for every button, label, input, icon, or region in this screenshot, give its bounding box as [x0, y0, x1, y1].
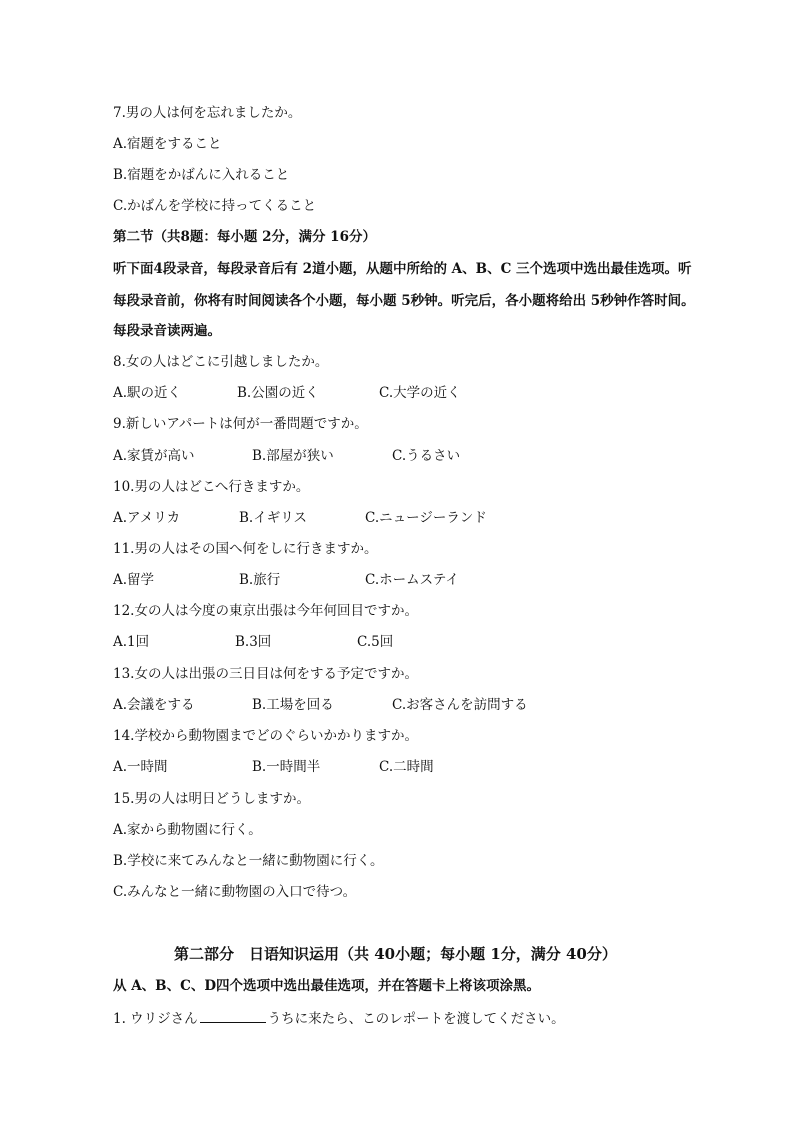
option-15c: C.みんなと一緒に動物園の入口で待つ。	[113, 884, 357, 900]
question-15: 15.男の人は明日どうしますか。	[113, 791, 310, 807]
option-12c: C.5回	[357, 634, 394, 650]
option-11c: C.ホームステイ	[365, 572, 459, 588]
question-7: 7.男の人は何を忘れましたか。	[113, 105, 302, 121]
option-15b: B.学校に来てみんなと一緒に動物園に行く。	[113, 853, 384, 869]
option-9a: A.家賃が高い	[113, 448, 195, 464]
question-14: 14.学校から動物園までどのぐらいかかりますか。	[113, 728, 418, 744]
option-7a: A.宿題をすること	[113, 136, 222, 152]
option-13c: C.お客さんを訪問する	[392, 697, 528, 713]
question-1-after: うちに来たら、このレポートを渡してください。	[267, 1011, 565, 1027]
option-12b: B.3回	[235, 634, 272, 650]
question-11: 11.男の人はその国へ何をしに行きますか。	[113, 541, 378, 557]
option-9c: C.うるさい	[392, 448, 461, 464]
option-10a: A.アメリカ	[113, 510, 181, 526]
option-11a: A.留学	[113, 572, 155, 588]
question-10: 10.男の人はどこへ行きますか。	[113, 479, 310, 495]
question-1	[113, 1009, 565, 1028]
answer-blank	[200, 1009, 266, 1023]
question-13: 13.女の人は出張の三日目は何をする予定ですか。	[113, 666, 418, 682]
section-heading: 第二节（共8题：每小题 2分，满分 16分）	[113, 229, 376, 245]
option-9b: B.部屋が狭い	[252, 448, 334, 464]
instruction-line: 每段录音前，你将有时间阅读各个小题，每小题 5秒钟。听完后，各小题将给出 5秒钟作答时间。	[113, 293, 695, 309]
option-14b: B.一時間半	[252, 759, 321, 775]
question-8: 8.女の人はどこに引越しましたか。	[113, 354, 329, 370]
instruction-line: 听下面4段录音，每段录音后有 2道小题，从题中所给的 A、B、C 三个选项中选出最佳选项。听	[113, 261, 692, 277]
option-12a: A.1回	[113, 634, 150, 650]
option-10b: B.イギリス	[239, 510, 307, 526]
option-11b: B.旅行	[239, 572, 281, 588]
option-14c: C.二時間	[379, 759, 434, 775]
instruction-line: 每段录音读两遍。	[113, 323, 221, 339]
option-8c: C.大学の近く	[379, 385, 461, 401]
option-10c: C.ニュージーランド	[365, 510, 487, 526]
option-14a: A.一時間	[113, 759, 168, 775]
question-12: 12.女の人は今度の東京出張は今年何回目ですか。	[113, 603, 418, 619]
question-9: 9.新しいアパートは何が一番問題ですか。	[113, 416, 368, 432]
option-7b: B.宿題をかばんに入れること	[113, 167, 290, 183]
question-1-before: 1. ウリジさん	[113, 1011, 198, 1027]
option-7c: C.かばんを学校に持ってくること	[113, 198, 317, 214]
option-15a: A.家から動物園に行く。	[113, 822, 262, 838]
option-8a: A.駅の近く	[113, 385, 182, 401]
part-instruction: 从 A、B、C、D四个选项中选出最佳选项，并在答题卡上将该项涂黑。	[113, 978, 541, 994]
option-13b: B.工場を回る	[252, 697, 334, 713]
part-title: 第二部分 日语知识运用（共 40小题；每小题 1分，满分 40分）	[174, 945, 617, 963]
option-13a: A.会議をする	[113, 697, 195, 713]
option-8b: B.公園の近く	[237, 385, 319, 401]
